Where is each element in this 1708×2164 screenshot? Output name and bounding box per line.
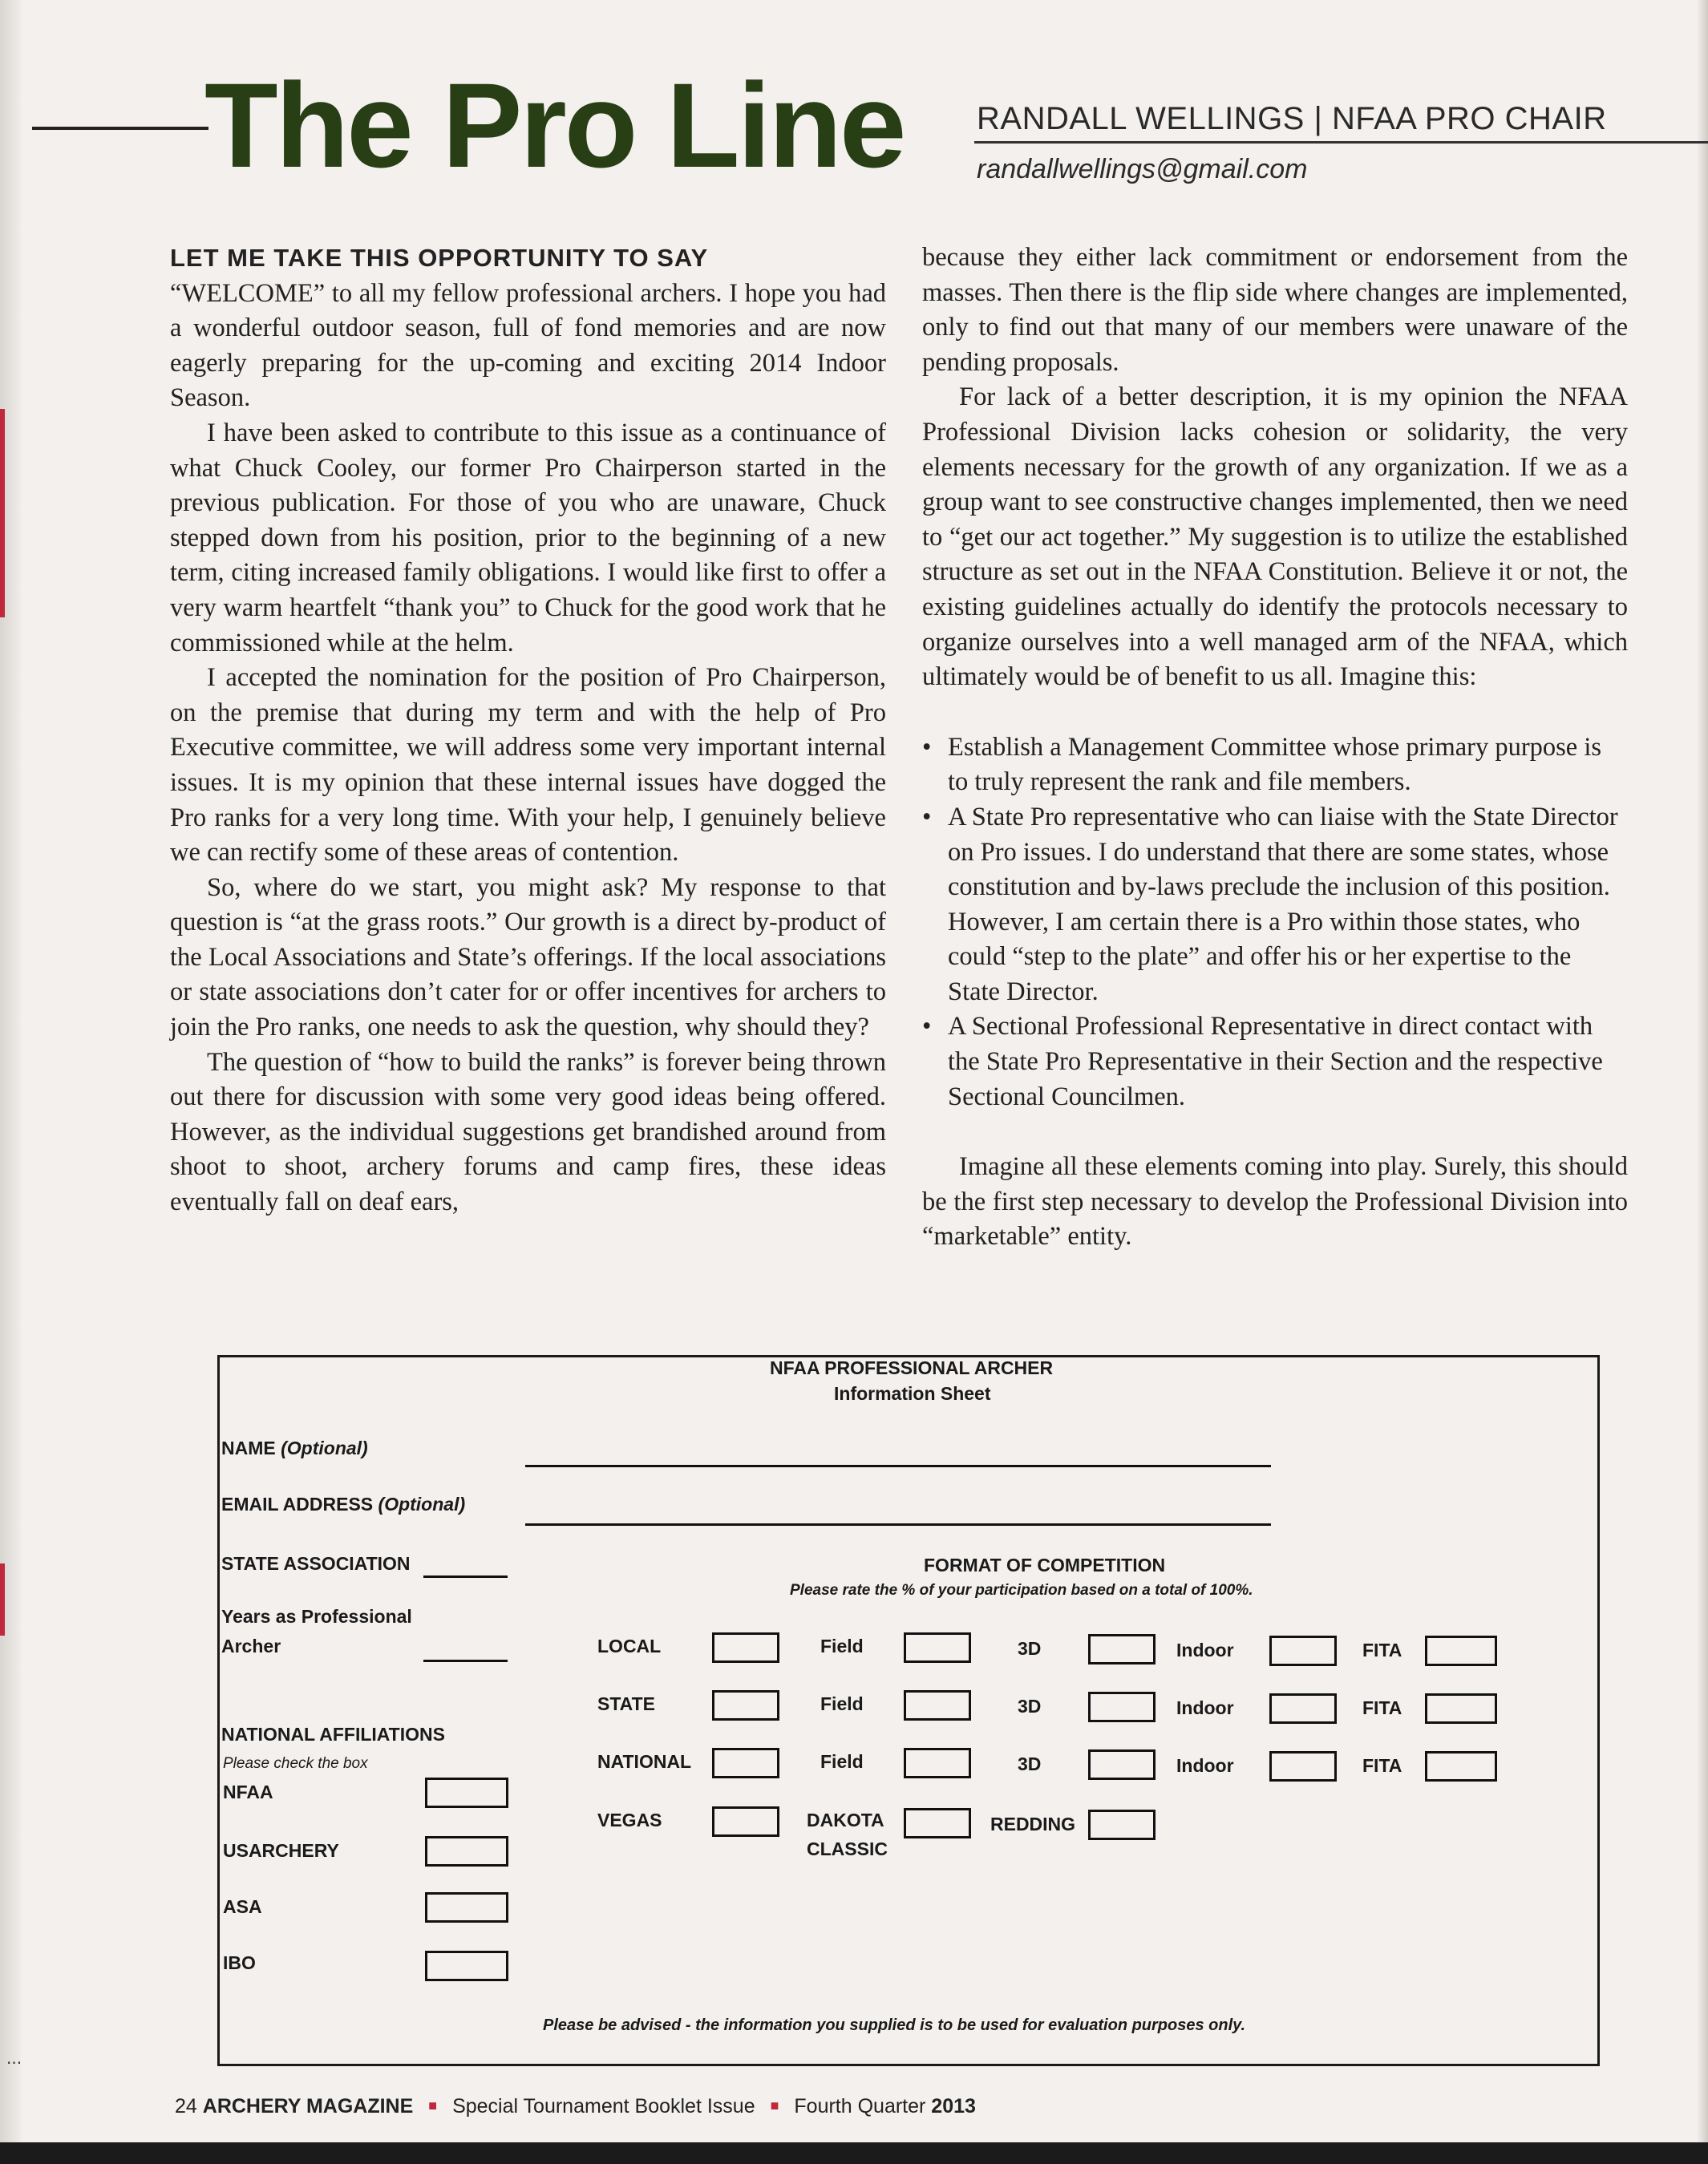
national-fita-box[interactable] xyxy=(1425,1751,1497,1782)
spine-color-mark xyxy=(0,409,5,617)
event-label: CLASSIC xyxy=(807,1838,888,1859)
list-item: • A Sectional Professional Representative in direct contact with the State Pro Representative in their Section and the respective Sectional Councilmen. xyxy=(922,1009,1628,1114)
page-edge xyxy=(1697,0,1708,2164)
format-note: Please rate the % of your participation based on a total of 100%. xyxy=(790,1582,1253,1599)
proposal-list xyxy=(922,730,1628,1115)
level-label: VEGAS xyxy=(597,1810,662,1830)
name-label: NAME (Optional) xyxy=(221,1438,368,1458)
discipline-label: Field xyxy=(820,1636,864,1656)
author-byline: RANDALL WELLINGS | NFAA PRO CHAIR xyxy=(977,101,1607,136)
state-percent-box[interactable] xyxy=(712,1690,779,1721)
affiliations-note: Please check the box xyxy=(223,1755,368,1772)
dakota-classic-box[interactable] xyxy=(904,1808,971,1838)
author-email: randallwellings@gmail.com xyxy=(977,154,1308,184)
state-field-box[interactable] xyxy=(904,1690,971,1721)
years-field[interactable] xyxy=(423,1660,508,1662)
affiliation-ibo-checkbox[interactable] xyxy=(425,1951,508,1981)
article-paragraph: because they either lack commitment or endorsement from the masses. Then there is the flip side where changes are implemented, only to find out that many of our members were unaware of the pending proposals. xyxy=(922,243,1628,377)
national-3d-box[interactable] xyxy=(1088,1749,1156,1780)
discipline-label: 3D xyxy=(1018,1638,1042,1659)
format-title: FORMAT OF COMPETITION xyxy=(924,1555,1166,1575)
discipline-label: 3D xyxy=(1018,1753,1042,1774)
national-field-box[interactable] xyxy=(904,1748,971,1778)
email-label: EMAIL ADDRESS (Optional) xyxy=(221,1494,466,1515)
discipline-label: 3D xyxy=(1018,1696,1042,1717)
email-field[interactable] xyxy=(525,1523,1271,1526)
vegas-percent-box[interactable] xyxy=(712,1806,779,1837)
local-indoor-box[interactable] xyxy=(1269,1636,1337,1666)
discipline-label: FITA xyxy=(1362,1697,1402,1718)
page-number: 24 xyxy=(175,2095,197,2117)
local-fita-box[interactable] xyxy=(1425,1636,1497,1666)
national-percent-box[interactable] xyxy=(712,1748,779,1778)
list-item: • A State Pro representative who can liaise with the State Director on Pro issues. I do understand that there are some states, whose constitution and by-laws preclude the inclusion of this position. However, I am certain there is a Pro within those states, who could “step to the plate” and offer his or her expertise to the State Director. xyxy=(922,800,1628,1010)
article-paragraph xyxy=(170,241,886,416)
affiliation-asa-checkbox[interactable] xyxy=(425,1892,508,1923)
list-item: • Establish a Management Committee whose primary purpose is to truly represent the rank and file members. xyxy=(922,730,1628,800)
affiliation-label: IBO xyxy=(223,1952,256,1973)
form-disclaimer: Please be advised - the information you supplied is to be used for evaluation purposes only. xyxy=(543,2016,1246,2034)
form-subtitle: Information Sheet xyxy=(834,1383,991,1404)
article-paragraph: So, where do we start, you might ask? My response to that question is “at the grass roots.” Our growth is a direct by-product of the Local Associations and State’s offerings. If the local associations or state associations don’t cater for or offer incentives for archers to join the Pro ranks, one needs to ask the question, why should they? xyxy=(170,872,886,1042)
event-label: DAKOTA xyxy=(807,1810,884,1830)
page-bottom-shadow xyxy=(0,2142,1708,2164)
discipline-label: Field xyxy=(820,1693,864,1714)
issue-name: Special Tournament Booklet Issue xyxy=(452,2095,755,2117)
affiliations-title: NATIONAL AFFILIATIONS xyxy=(221,1724,445,1745)
years-label-line1: Years as Professional xyxy=(221,1606,412,1627)
affiliation-label: ASA xyxy=(223,1896,262,1917)
page-edge-mark: ... xyxy=(6,2049,22,2068)
article-column-left xyxy=(170,241,886,1220)
discipline-label: Indoor xyxy=(1176,1755,1234,1776)
discipline-label: FITA xyxy=(1362,1640,1402,1660)
page-binding xyxy=(0,0,21,2164)
local-3d-box[interactable] xyxy=(1088,1634,1156,1664)
article-paragraph: I accepted the nomination for the position of Pro Chairperson, on the premise that during my term and with the help of Pro Executive committee, we will address some very important internal issues. It is my opinion that these internal issues have dogged the Pro ranks for a very long time. With your help, I genuinely believe we can rectify some of these areas of contention. xyxy=(170,663,886,868)
state-association-field[interactable] xyxy=(423,1575,508,1578)
level-label: LOCAL xyxy=(597,1636,662,1656)
separator-square-icon: ■ xyxy=(770,2097,779,2113)
form-title: NFAA PROFESSIONAL ARCHER xyxy=(770,1357,1054,1378)
magazine-name: ARCHERY MAGAZINE xyxy=(202,2095,414,2117)
name-field[interactable] xyxy=(525,1465,1271,1467)
article-column-right xyxy=(922,241,1628,1255)
title-rule-left xyxy=(32,127,208,130)
affiliation-label: NFAA xyxy=(223,1782,273,1802)
separator-square-icon: ■ xyxy=(428,2097,438,2113)
years-label-line2: Archer xyxy=(221,1636,281,1656)
page-footer xyxy=(175,2095,976,2118)
level-label: STATE xyxy=(597,1693,655,1714)
national-indoor-box[interactable] xyxy=(1269,1751,1337,1782)
article-paragraph: The question of “how to build the ranks” is forever being thrown out there for discussion with some very good ideas being offered. However, as the individual suggestions get brandished around from shoot to shoot, archery forums and camp fires, these ideas eventually fall on deaf ears, xyxy=(170,1047,886,1217)
discipline-label: FITA xyxy=(1362,1755,1402,1776)
state-3d-box[interactable] xyxy=(1088,1692,1156,1722)
state-association-label: STATE ASSOCIATION xyxy=(221,1553,411,1574)
issue-year: 2013 xyxy=(931,2095,976,2117)
article-paragraph: Imagine all these elements coming into play. Surely, this should be the first step necessary to develop the Professional Division into “marketable” entity. xyxy=(922,1152,1628,1252)
state-indoor-box[interactable] xyxy=(1269,1693,1337,1724)
page-title: The Pro Line xyxy=(204,58,905,192)
byline-rule xyxy=(974,141,1708,144)
affiliation-label: USARCHERY xyxy=(223,1840,339,1861)
redding-box[interactable] xyxy=(1088,1810,1156,1840)
state-fita-box[interactable] xyxy=(1425,1693,1497,1724)
lead-in-caps: LET ME TAKE THIS OPPORTUNITY TO SAY xyxy=(170,244,709,272)
article-paragraph: I have been asked to contribute to this issue as a continuance of what Chuck Cooley, our former Pro Chairperson started in the previous publication. For those of you who are unaware, Chuck stepped down from his position, prior to the beginning of a new term, citing increased family obligations. I would like first to offer a very warm heartfelt “thank you” to Chuck for the good work that he commissioned while at the helm. xyxy=(170,418,886,657)
paragraph-text: “WELCOME” to all my fellow professional archers. I hope you had a wonderful outdoor season, full of fond memories and are now eagerly preparing for the up-coming and exciting 2014 Indoor Season. xyxy=(170,278,886,413)
discipline-label: Field xyxy=(820,1751,864,1772)
issue-quarter: Fourth Quarter xyxy=(794,2095,926,2117)
local-percent-box[interactable] xyxy=(712,1632,779,1663)
event-label: REDDING xyxy=(990,1814,1076,1834)
spine-color-mark xyxy=(0,1563,5,1636)
article-paragraph: For lack of a better description, it is my opinion the NFAA Professional Division lacks cohesion or solidarity, the very elements necessary for the growth of any organization. If we as a group want to see constructive changes implemented, then we need to “get our act together.” My suggestion is to utilize the established structure as set out in the NFAA Constitution. Believe it or not, the existing guidelines actually do identify the protocols necessary to organize ourselves into a well managed arm of the NFAA, which ultimately would be of benefit to us all. Imagine this: xyxy=(922,382,1628,692)
affiliation-nfaa-checkbox[interactable] xyxy=(425,1778,508,1808)
discipline-label: Indoor xyxy=(1176,1697,1234,1718)
level-label: NATIONAL xyxy=(597,1751,692,1772)
affiliation-usarchery-checkbox[interactable] xyxy=(425,1836,508,1867)
local-field-box[interactable] xyxy=(904,1632,971,1663)
discipline-label: Indoor xyxy=(1176,1640,1234,1660)
